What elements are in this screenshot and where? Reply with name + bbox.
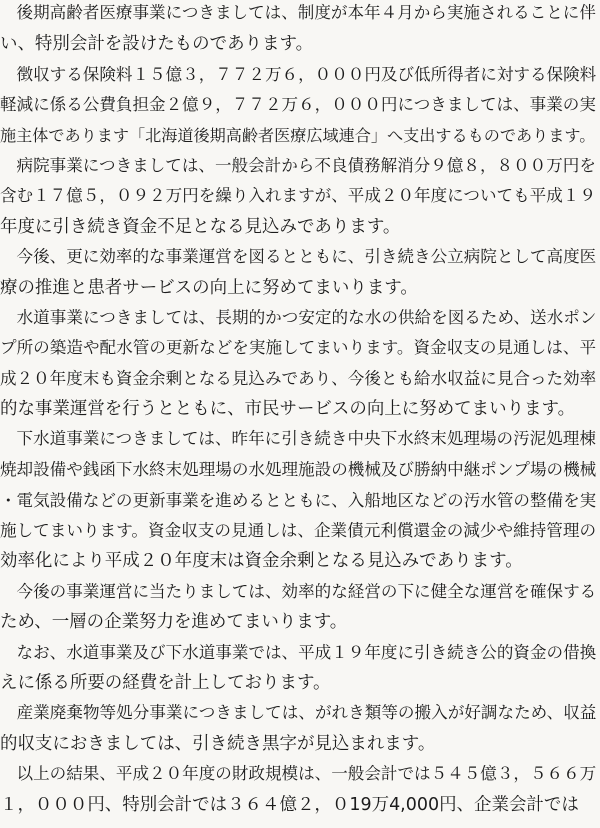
text-line: 療の推進と患者サービスの向上に努めてまいります。 — [0, 278, 418, 298]
text-line: ため、一層の企業努力を進めてまいります。 — [0, 612, 348, 632]
text-line: 後期高齢者医療事業につきましては、制度が本年４月から実施されることに伴 — [0, 3, 596, 22]
text-line: 産業廃棄物等処分事業につきましては、がれき類等の搬入が好調なため、収益 — [0, 703, 597, 722]
text-line: 施してまいります。資金収支の見通しは、企業債元利償還金の減少や維持管理の — [0, 521, 597, 540]
text-line: 今後、更に効率的な事業運営を図るとともに、引き続き公立病院として高度医 — [0, 247, 597, 266]
text-line: 今後の事業運営に当たりましては、効率的な経営の下に健全な運営を確保する — [0, 582, 597, 601]
text-line: １，０００円、特別会計では３６４億２，０19万4,000円、企業会計では — [0, 795, 579, 815]
text-line: 成２０年度末も資金余剰となる見込みであり、今後とも給水収益に見合った効率 — [0, 369, 597, 388]
text-line: 効率化により平成２０年度末は資金余剰となる見込みであります。 — [0, 551, 523, 571]
text-line: 徴収する保険料１５億３，７７２万６，０００円及び低所得者に対する保険料 — [0, 65, 597, 84]
text-line: 軽減に係る公費負担金２億９，７７２万６，０００円につきましては、事業の実 — [0, 95, 596, 114]
text-line: 以上の結果、平成２０年度の財政規模は、一般会計では５４５億３，５６６万 — [0, 764, 597, 783]
text-line: えに係る所要の経費を計上しております。 — [0, 673, 331, 693]
text-line: 年度に引き続き資金不足となる見込みであります。 — [0, 217, 401, 237]
text-line: 病院事業につきましては、一般会計から不良債務解消分９億８，８００万円を — [0, 156, 596, 175]
text-line: 的収支におきましては、引き続き黒字が見込まれます。 — [0, 734, 436, 754]
text-line: 焼却設備や銭函下水終末処理場の水処理施設の機械及び勝納中継ポンプ場の機械 — [0, 460, 597, 479]
text-line: なお、水道事業及び下水道事業では、平成１９年度に引き続き公的資金の借換 — [0, 643, 597, 662]
text-line: プ所の築造や配水管の更新などを実施してまいります。資金収支の見通しは、平 — [0, 338, 597, 357]
text-line: 水道事業につきましては、長期的かつ安定的な水の供給を図るため、送水ポン — [0, 308, 597, 327]
text-line: 的な事業運営を行うとともに、市民サービスの向上に努めてまいります。 — [0, 399, 576, 419]
text-line: い、特別会計を設けたものであります。 — [0, 34, 314, 54]
text-line: 含む１７億５，０９２万円を繰り入れますが、平成２０年度についても平成１９ — [0, 186, 596, 205]
text-line: 施主体であります「北海道後期高齢者医療広域連合」へ支出するものであります。 — [0, 126, 596, 145]
text-line: ・電気設備などの更新事業を進めるとともに、入船地区などの汚水管の整備を実 — [0, 491, 597, 510]
text-line: 下水道事業につきましては、昨年に引き続き中央下水終末処理場の汚泥処理棟 — [0, 429, 596, 448]
